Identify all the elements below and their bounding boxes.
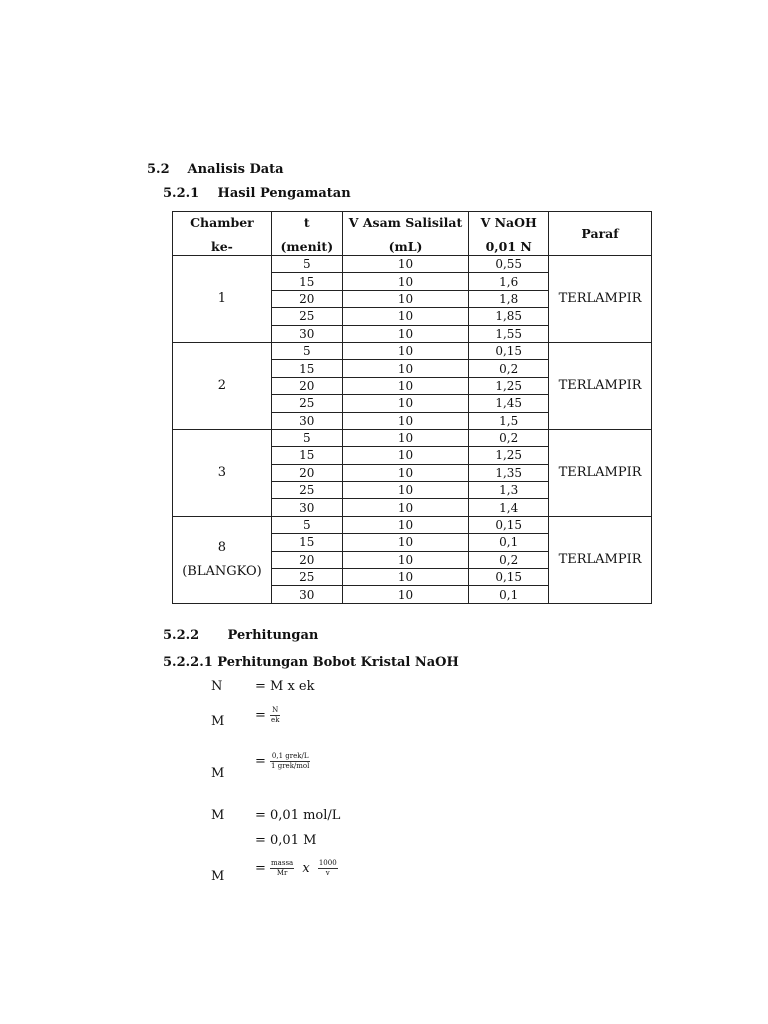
heading-number: 5.2.1 <box>163 186 200 201</box>
header-v-asam-salisilat: V Asam Salisilat (mL) <box>342 212 469 256</box>
time-cell: 25 <box>271 395 342 412</box>
equation-lhs: N <box>211 679 223 694</box>
time-cell: 30 <box>271 499 342 516</box>
heading-number: 5.2 <box>147 162 170 177</box>
table-row <box>173 342 652 359</box>
multiply-sign: x <box>302 861 310 876</box>
time-cell: 25 <box>271 482 342 499</box>
equals-sign: = <box>255 754 266 769</box>
time-cell: 20 <box>271 551 342 568</box>
v-asam-cell: 10 <box>342 290 469 307</box>
v-asam-cell: 10 <box>342 551 469 568</box>
v-naoh-cell: 1,85 <box>469 308 549 325</box>
equation-lhs: M <box>211 808 225 823</box>
v-asam-cell: 10 <box>342 534 469 551</box>
v-asam-cell: 10 <box>342 256 469 273</box>
time-cell: 5 <box>271 342 342 359</box>
equals-sign: = <box>255 861 266 876</box>
v-naoh-cell: 0,15 <box>469 569 549 586</box>
chamber-number: 3 <box>217 464 227 480</box>
paraf-cell: TERLAMPIR <box>549 516 652 603</box>
fraction <box>270 752 310 771</box>
v-naoh-cell: 0,15 <box>469 342 549 359</box>
equation-rhs: = M x ek <box>255 679 315 694</box>
v-naoh-cell: 1,25 <box>469 447 549 464</box>
v-asam-cell: 10 <box>342 412 469 429</box>
v-asam-cell: 10 <box>342 569 469 586</box>
heading-text: Perhitungan Bobot Kristal NaOH <box>217 655 459 670</box>
time-cell: 30 <box>271 586 342 603</box>
v-naoh-cell: 1,45 <box>469 395 549 412</box>
chamber-label: (BLANGKO) <box>182 563 262 579</box>
v-naoh-cell: 0,55 <box>469 256 549 273</box>
time-cell: 30 <box>271 412 342 429</box>
equation-rhs: = 0,01 M <box>255 833 317 848</box>
heading-5-2-2-1 <box>163 655 459 670</box>
time-cell: 15 <box>271 273 342 290</box>
heading-number: 5.2.2.1 <box>163 655 213 670</box>
v-asam-cell: 10 <box>342 342 469 359</box>
v-asam-cell: 10 <box>342 395 469 412</box>
time-cell: 15 <box>271 447 342 464</box>
v-asam-cell: 10 <box>342 516 469 533</box>
denominator: ek <box>271 716 280 724</box>
v-naoh-cell: 0,2 <box>469 360 549 377</box>
denominator: 1 grek/mol <box>271 762 310 770</box>
v-asam-cell: 10 <box>342 360 469 377</box>
numerator: N <box>270 706 280 716</box>
v-asam-cell: 10 <box>342 482 469 499</box>
v-naoh-cell: 1,25 <box>469 377 549 394</box>
header-chamber: Chamber ke- <box>173 212 272 256</box>
v-asam-cell: 10 <box>342 429 469 446</box>
v-asam-cell: 10 <box>342 586 469 603</box>
table-row <box>173 256 652 273</box>
v-naoh-cell: 1,5 <box>469 412 549 429</box>
v-asam-cell: 10 <box>342 377 469 394</box>
time-cell: 5 <box>271 429 342 446</box>
v-asam-cell: 10 <box>342 447 469 464</box>
time-cell: 15 <box>271 534 342 551</box>
chamber-cell <box>173 342 272 429</box>
v-naoh-cell: 1,4 <box>469 499 549 516</box>
equation-rhs: = 0,01 mol/L <box>255 808 341 823</box>
v-asam-cell: 10 <box>342 499 469 516</box>
heading-5-2-1 <box>163 186 351 201</box>
time-cell: 15 <box>271 360 342 377</box>
equation-lhs: M <box>211 869 225 884</box>
chamber-cell <box>173 256 272 343</box>
header-paraf: Paraf <box>549 212 652 256</box>
v-naoh-cell: 1,55 <box>469 325 549 342</box>
v-naoh-cell: 0,2 <box>469 429 549 446</box>
numerator: 0,1 grek/L <box>271 752 309 760</box>
chamber-number: 8 <box>217 539 227 555</box>
chamber-number: 1 <box>217 290 227 306</box>
v-naoh-cell: 0,1 <box>469 534 549 551</box>
time-cell: 25 <box>271 308 342 325</box>
table-row <box>173 516 652 533</box>
table-row <box>173 429 652 446</box>
numerator: massa <box>271 859 294 867</box>
time-cell: 5 <box>271 516 342 533</box>
equals-sign: = <box>255 708 266 723</box>
numerator: 1000 <box>318 859 337 867</box>
time-cell: 30 <box>271 325 342 342</box>
equation-lhs: M <box>211 766 225 781</box>
heading-5-2-2 <box>163 628 318 643</box>
heading-text: Perhitungan <box>227 628 319 643</box>
v-asam-cell: 10 <box>342 464 469 481</box>
header-time: t (menit) <box>271 212 342 256</box>
fraction-mass-mr <box>270 859 294 878</box>
v-naoh-cell: 1,35 <box>469 464 549 481</box>
time-cell: 20 <box>271 290 342 307</box>
chamber-number: 2 <box>217 377 227 393</box>
paraf-cell: TERLAMPIR <box>549 256 652 343</box>
heading-text: Hasil Pengamatan <box>217 186 351 201</box>
v-asam-cell: 10 <box>342 273 469 290</box>
time-cell: 25 <box>271 569 342 586</box>
observation-table <box>172 211 652 604</box>
v-naoh-cell: 1,8 <box>469 290 549 307</box>
v-naoh-cell: 0,15 <box>469 516 549 533</box>
equation-lhs: M <box>211 714 225 729</box>
fraction-volume <box>318 859 338 878</box>
v-naoh-cell: 0,2 <box>469 551 549 568</box>
chamber-cell <box>173 429 272 516</box>
time-cell: 20 <box>271 464 342 481</box>
denominator: v <box>325 869 330 877</box>
v-asam-cell: 10 <box>342 325 469 342</box>
heading-text: Analisis Data <box>187 162 284 177</box>
paraf-cell: TERLAMPIR <box>549 429 652 516</box>
v-naoh-cell: 1,6 <box>469 273 549 290</box>
v-asam-cell: 10 <box>342 308 469 325</box>
chamber-cell <box>173 516 272 603</box>
v-naoh-cell: 0,1 <box>469 586 549 603</box>
paraf-cell: TERLAMPIR <box>549 342 652 429</box>
v-naoh-cell: 1,3 <box>469 482 549 499</box>
table-header-row <box>173 212 652 256</box>
header-v-naoh: V NaOH 0,01 N <box>469 212 549 256</box>
denominator: Mr <box>276 869 288 877</box>
fraction <box>270 706 280 725</box>
heading-number: 5.2.2 <box>163 628 200 643</box>
time-cell: 20 <box>271 377 342 394</box>
heading-5-2 <box>147 162 284 177</box>
time-cell: 5 <box>271 256 342 273</box>
